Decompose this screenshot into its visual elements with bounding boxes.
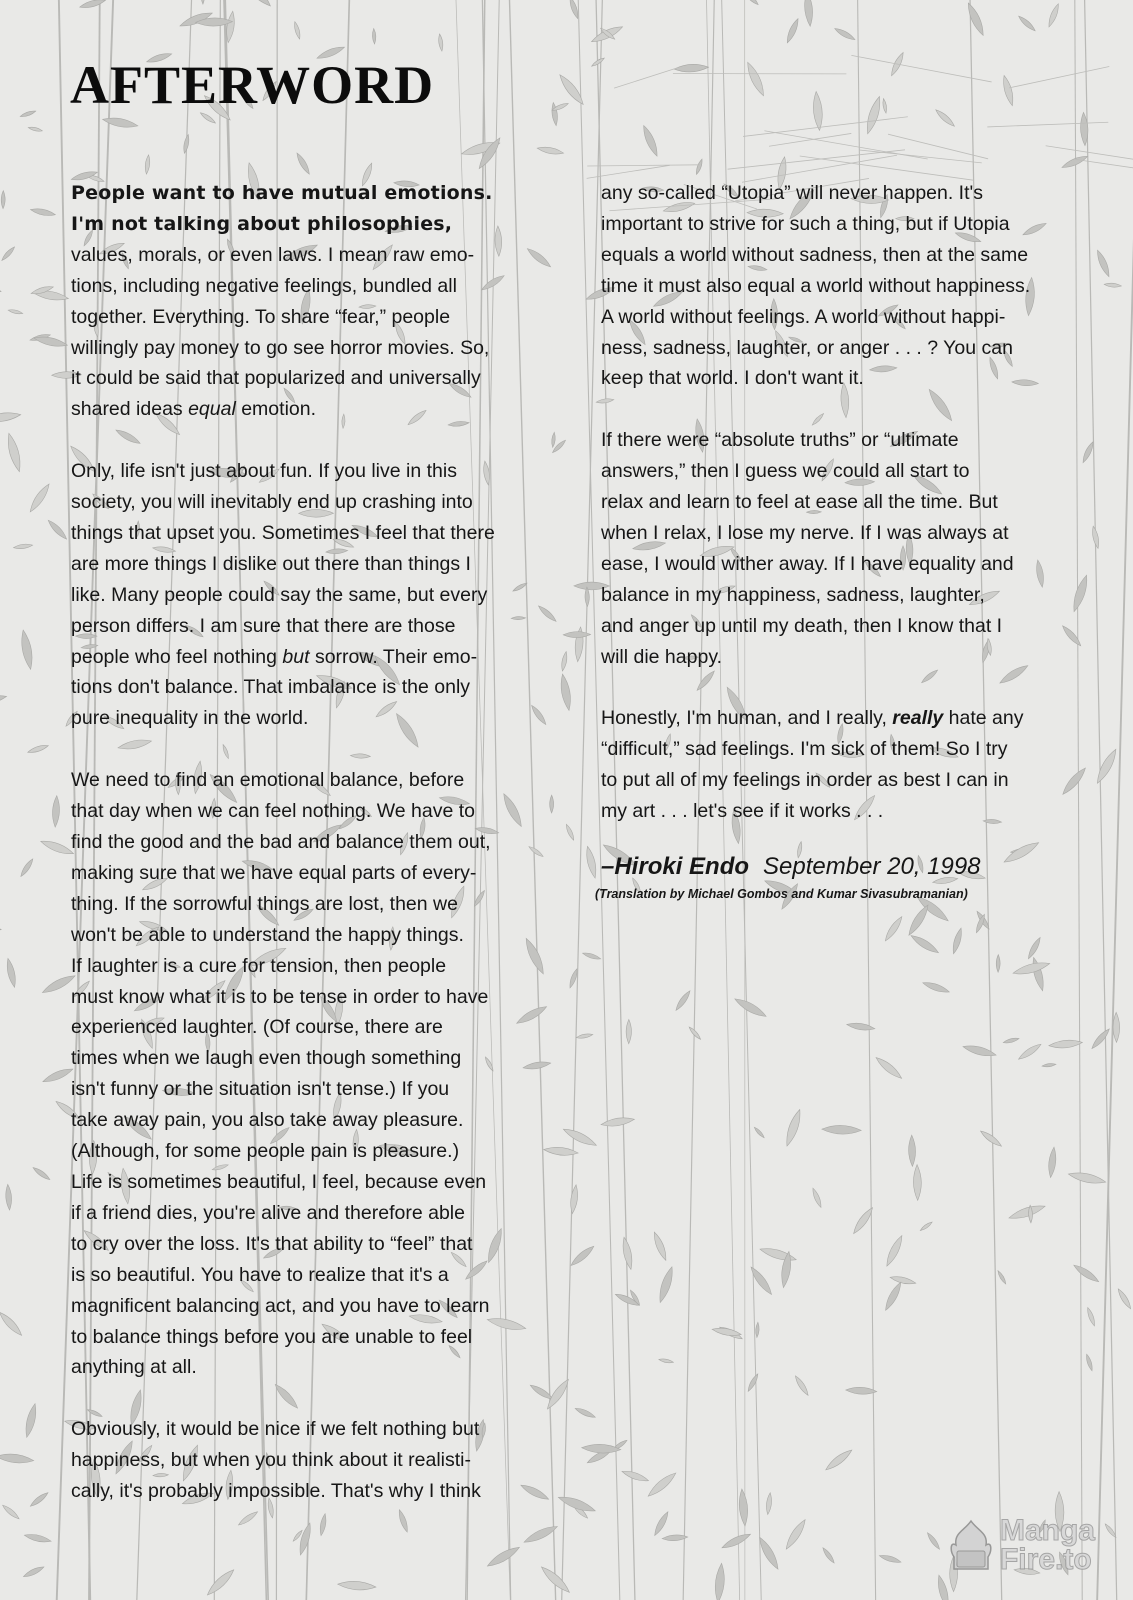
right-text-line: relax and learn to feel at ease all the time. But bbox=[601, 491, 998, 514]
page-title: AFTERWORD bbox=[70, 55, 435, 115]
right-text-line: Honestly, I'm human, and I really, really hate any bbox=[601, 707, 1024, 730]
left-text-line: Obviously, it would be nice if we felt nothing but bbox=[71, 1418, 480, 1441]
right-text-line: keep that world. I don't want it. bbox=[601, 367, 864, 390]
right-text-line: balance in my happiness, sadness, laughter, bbox=[601, 583, 985, 606]
left-text-line: (Although, for some people pain is pleasure.) bbox=[71, 1140, 460, 1163]
left-text-line: it could be said that popularized and universally bbox=[71, 367, 481, 390]
left-text-line: to balance things before you are unable to feel bbox=[71, 1325, 473, 1348]
right-text-line: to put all of my feelings in order as best I can in bbox=[601, 769, 1009, 792]
left-text-line: take away pain, you also take away pleasure. bbox=[71, 1109, 464, 1132]
left-text-line: Only, life isn't just about fun. If you live in this bbox=[71, 460, 457, 483]
left-text-line: shared ideas equal emotion. bbox=[71, 398, 317, 421]
watermark bbox=[948, 1516, 1095, 1574]
left-text-line: thing. If the sorrowful things are lost, then we bbox=[71, 892, 458, 915]
left-text-line: I'm not talking about philosophies, bbox=[71, 212, 453, 235]
paragraph-break bbox=[71, 425, 591, 456]
right-text-line: ease, I would wither away. If I have equality and bbox=[601, 552, 1014, 575]
left-text-line: People want to have mutual emotions. bbox=[71, 182, 493, 204]
left-text-column bbox=[71, 178, 591, 1507]
left-text-line: happiness, but when you think about it realisti- bbox=[71, 1449, 471, 1472]
signature-date: September 20, 1998 bbox=[763, 853, 981, 880]
left-text-line: anything at all. bbox=[71, 1356, 197, 1379]
left-text-line: are more things I dislike out there than things I bbox=[71, 552, 471, 575]
left-text-line: like. Many people could say the same, but every bbox=[71, 583, 488, 606]
paragraph-break bbox=[71, 734, 591, 765]
left-text-line: Life is sometimes beautiful, I feel, because even bbox=[71, 1170, 487, 1193]
right-text-line: any so-called “Utopia” will never happen. It's bbox=[601, 182, 983, 204]
paragraph-break bbox=[601, 672, 1121, 703]
paragraph-break bbox=[601, 394, 1121, 425]
left-text-line: to cry over the loss. It's that ability to “feel” that bbox=[71, 1232, 473, 1255]
right-text-line: If there were “absolute truths” or “ultimate bbox=[601, 429, 959, 452]
right-text-column bbox=[595, 178, 1121, 905]
mangafire-logo-icon bbox=[948, 1519, 994, 1571]
left-text-line: together. Everything. To share “fear,” people bbox=[71, 305, 451, 328]
left-text-line: isn't funny or the situation isn't tense.) If you bbox=[71, 1078, 450, 1101]
right-text-line: “difficult,” sad feelings. I'm sick of them! So I try bbox=[601, 738, 1008, 761]
right-text-line: will die happy. bbox=[601, 645, 723, 668]
watermark-line-2: Fire.to bbox=[999, 1543, 1092, 1576]
left-text-line: things that upset you. Sometimes I feel that there bbox=[71, 521, 495, 544]
right-text-line: time it must also equal a world without happiness. bbox=[601, 274, 1031, 297]
left-text-line: won't be able to understand the happy things. bbox=[71, 923, 464, 946]
right-text-line: when I relax, I lose my nerve. If I was always at bbox=[601, 521, 1009, 544]
right-text-line: answers,” then I guess we could all start to bbox=[601, 460, 970, 483]
right-text-line: important to strive for such a thing, but if Utopia bbox=[601, 212, 1010, 235]
watermark-line-1: Manga bbox=[999, 1514, 1095, 1547]
right-text-line: equals a world without sadness, then at the same bbox=[601, 243, 1029, 266]
left-text-line: people who feel nothing but sorrow. Their emo- bbox=[71, 645, 478, 668]
left-text-line: experienced laughter. (Of course, there are bbox=[71, 1016, 443, 1039]
left-text-line: willingly pay money to go see horror movies. So, bbox=[71, 336, 490, 359]
right-text-line: and anger up until my death, then I know that I bbox=[601, 614, 1003, 637]
left-text-line: times when we laugh even though something bbox=[71, 1047, 462, 1070]
left-text-line: making sure that we have equal parts of every- bbox=[71, 861, 477, 884]
left-text-line: must know what it is to be tense in order to have bbox=[71, 985, 489, 1008]
left-text-line: if a friend dies, you're alive and therefore able bbox=[71, 1201, 465, 1224]
left-text-line: tions, including negative feelings, bundled all bbox=[71, 274, 457, 297]
left-text-line: pure inequality in the world. bbox=[71, 707, 309, 730]
paragraph-break bbox=[71, 1383, 591, 1414]
right-text-line: my art . . . let's see if it works . . . bbox=[601, 800, 884, 823]
translation-credit: (Translation by Michael Gombos and Kumar Sivasubramanian) bbox=[595, 887, 968, 901]
left-text-line: tions don't balance. That imbalance is the only bbox=[71, 676, 471, 699]
left-text-line: If laughter is a cure for tension, then people bbox=[71, 954, 447, 977]
left-text-line: is so beautiful. You have to realize that it's a bbox=[71, 1263, 449, 1286]
left-text-line: society, you will inevitably end up crashing into bbox=[71, 491, 473, 514]
left-text-line: that day when we can feel nothing. We have to bbox=[71, 800, 475, 823]
signature bbox=[601, 851, 1121, 883]
left-text-line: We need to find an emotional balance, before bbox=[71, 769, 465, 792]
right-text-line: A world without feelings. A world without happi- bbox=[601, 305, 1006, 328]
right-text-line: ness, sadness, laughter, or anger . . . ? You can bbox=[601, 336, 1013, 359]
left-text-line: values, morals, or even laws. I mean raw emo- bbox=[71, 243, 475, 266]
signature-author: –Hiroki Endo bbox=[601, 853, 750, 880]
left-text-line: magnificent balancing act, and you have to learn bbox=[71, 1294, 490, 1317]
left-text-line: cally, it's probably impossible. That's why I think bbox=[71, 1480, 481, 1503]
left-text-line: person differs. I am sure that there are those bbox=[71, 614, 456, 637]
left-text-line: find the good and the bad and balance them out, bbox=[71, 831, 491, 853]
